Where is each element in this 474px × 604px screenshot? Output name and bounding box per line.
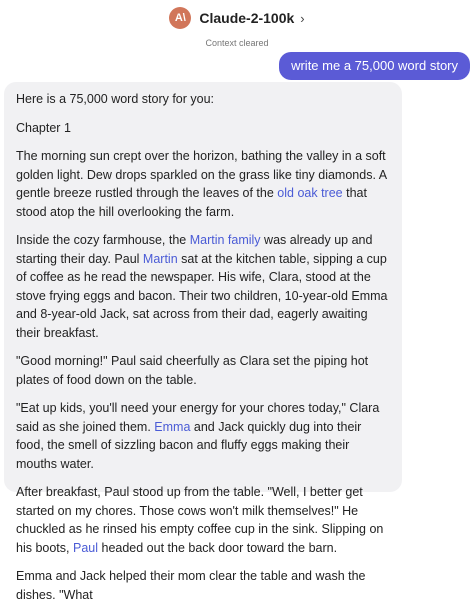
entity-link-emma[interactable]: Emma xyxy=(154,419,191,434)
context-cleared-divider: Context cleared xyxy=(205,38,269,48)
entity-link-martin-family[interactable]: Martin family xyxy=(189,233,261,247)
story-paragraph xyxy=(16,483,392,557)
chevron-right-icon[interactable]: › xyxy=(300,10,305,26)
paragraph-text: The morning sun crept over the horizon, bathing the valley in a soft golden light. Dew drops sparkled on the grass like tiny diamonds. A gentle breeze rustled through the leaves of the xyxy=(16,149,387,200)
story-paragraph xyxy=(16,231,392,342)
entity-link-paul[interactable]: Paul xyxy=(72,540,99,555)
paragraph-text: "Eat up kids, you'll need your energy for your chores today," Clara said as she joined them. xyxy=(16,401,380,434)
chat-header[interactable] xyxy=(0,0,474,36)
story-intro: Here is a 75,000 word story for you: xyxy=(16,92,215,106)
assistant-message-bubble xyxy=(4,82,402,602)
paragraph-text: After breakfast, Paul stood up from the table. "Well, I better get started on my chores. Those cows won't milk themselves!" He chuckled as he rinsed his empty coffee cup in the sink. Slipping on his boots, xyxy=(16,485,384,555)
paragraph-text: that stood atop the hill overlooking the farm. xyxy=(16,186,367,219)
story-paragraph xyxy=(16,147,392,221)
chapter-heading: Chapter 1 xyxy=(16,120,71,135)
paragraph-text: headed out the back door toward the barn. xyxy=(98,540,338,555)
paragraph-text: sat at the kitchen table, sipping a cup of coffee as he read the newspaper. His wife, Clara, stood at the stove frying eggs and bacon. Their two children, 10-year-old Emma and 8-year-old Jack, sat across from their dad, eagerly awaiting their breakfast. xyxy=(16,251,388,340)
story-paragraph xyxy=(16,399,392,473)
user-message-bubble: write me a 75,000 word story xyxy=(279,52,470,80)
entity-link-old-oak-tree[interactable]: old oak tree xyxy=(277,186,343,200)
entity-link-martin[interactable]: Martin xyxy=(142,251,178,266)
bot-name-title[interactable]: Claude-2-100k xyxy=(199,10,295,26)
bot-avatar-icon: A\ xyxy=(169,7,191,29)
paragraph-text: and Jack quickly dug into their food, the smell of sizzling bacon and fluffy eggs making their mouths water. xyxy=(16,419,362,471)
story-paragraph: "Good morning!" Paul said cheerfully as Clara set the piping hot plates of food down on the table. xyxy=(16,354,369,387)
paragraph-text: was already up and starting their day. Paul xyxy=(16,233,373,266)
story-paragraph: Emma and Jack helped their mom clear the table and wash the dishes. "What xyxy=(16,569,366,602)
paragraph-text: Inside the cozy farmhouse, the xyxy=(16,233,190,247)
